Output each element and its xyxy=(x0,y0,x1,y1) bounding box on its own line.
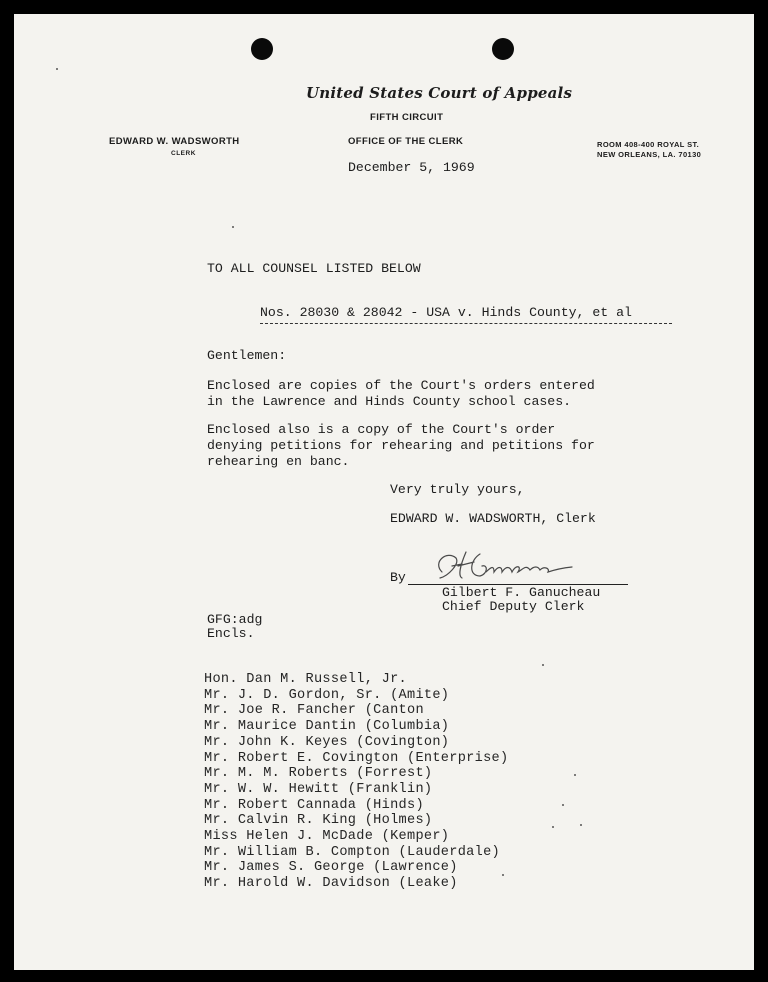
signer-name: Gilbert F. Ganucheau xyxy=(442,585,601,600)
punch-hole-left xyxy=(251,38,273,60)
list-item: Hon. Dan M. Russell, Jr. xyxy=(204,672,407,687)
paragraph-line: in the Lawrence and Hinds County school cases. xyxy=(207,394,572,409)
paper-speck xyxy=(542,664,544,666)
typist-initials: GFG:adg xyxy=(207,612,263,627)
by-label: By xyxy=(390,570,406,585)
signer-block: EDWARD W. WADSWORTH, Clerk xyxy=(390,511,596,526)
paper-speck xyxy=(56,68,58,70)
list-item: Mr. Joe R. Fancher (Canton xyxy=(204,703,424,719)
paragraph-1 xyxy=(207,378,595,410)
list-item: Mr. John K. Keyes (Covington) xyxy=(204,734,450,750)
paragraph-2 xyxy=(207,422,595,470)
list-item: Mr. M. M. Roberts (Forrest) xyxy=(204,766,433,782)
list-item: Mr. Calvin R. King (Holmes) xyxy=(204,813,433,829)
circuit-label: FIFTH CIRCUIT xyxy=(370,112,444,123)
office-label: OFFICE OF THE CLERK xyxy=(348,136,464,147)
list-item: Miss Helen J. McDade (Kemper) xyxy=(204,829,450,845)
list-item: Mr. W. W. Hewitt (Franklin) xyxy=(204,781,433,797)
signer-title: Chief Deputy Clerk xyxy=(442,599,585,614)
list-item: Mr. Maurice Dantin (Columbia) xyxy=(204,719,450,735)
addressee: TO ALL COUNSEL LISTED BELOW xyxy=(207,261,421,276)
paper-speck xyxy=(580,824,582,826)
paper-speck xyxy=(562,804,564,806)
salutation: Gentlemen: xyxy=(207,348,287,363)
list-item: Mr. J. D. Gordon, Sr. (Amite) xyxy=(204,687,450,703)
paper-speck xyxy=(574,774,576,776)
closing: Very truly yours, xyxy=(390,482,525,497)
punch-hole-right xyxy=(492,38,514,60)
paragraph-line: denying petitions for rehearing and petitions for xyxy=(207,438,595,453)
paper-speck xyxy=(502,874,504,876)
enclosures-note: Encls. xyxy=(207,626,255,641)
letter-date: December 5, 1969 xyxy=(348,160,475,175)
list-item: Mr. William B. Compton (Lauderdale) xyxy=(204,844,501,860)
paper-speck xyxy=(552,826,554,828)
list-item: Mr. Harold W. Davidson (Leake) xyxy=(204,876,458,892)
clerk-name: EDWARD W. WADSWORTH xyxy=(109,136,240,147)
address-line-1: ROOM 408-400 ROYAL ST. xyxy=(597,140,700,149)
address-line-2: NEW ORLEANS, LA. 70130 xyxy=(597,150,702,159)
clerk-title: CLERK xyxy=(171,150,196,157)
paper-speck xyxy=(232,226,234,228)
letter-page xyxy=(14,14,754,970)
court-name: United States Court of Appeals xyxy=(306,84,573,102)
list-item: Mr. Robert Cannada (Hinds) xyxy=(204,797,424,813)
case-reference: Nos. 28030 & 28042 - USA v. Hinds County, et al xyxy=(260,305,672,324)
counsel-list xyxy=(204,672,508,892)
list-item: Mr. James S. George (Lawrence) xyxy=(204,860,458,876)
paragraph-line: rehearing en banc. xyxy=(207,454,350,469)
list-item: Mr. Robert E. Covington (Enterprise) xyxy=(204,750,509,766)
paragraph-line: Enclosed also is a copy of the Court's order xyxy=(207,422,556,437)
handwritten-signature xyxy=(422,542,582,588)
paragraph-line: Enclosed are copies of the Court's orders entered xyxy=(207,378,595,393)
